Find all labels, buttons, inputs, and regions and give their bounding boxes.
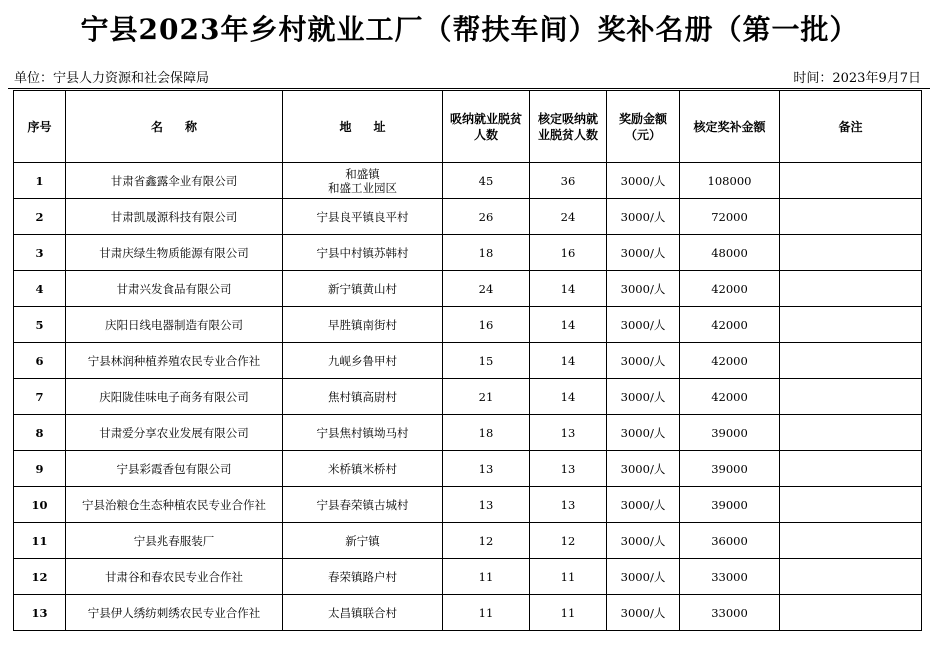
cell-name: 宁县林润种植养殖农民专业合作社 [66, 343, 283, 379]
cell-name: 甘肃庆绿生物质能源有限公司 [66, 235, 283, 271]
cell-reward: 3000/人 [607, 235, 680, 271]
cell-address: 春荣镇路户村 [283, 559, 443, 595]
cell-seq: 12 [14, 559, 66, 595]
cell-address: 和盛镇 和盛工业园区 [283, 163, 443, 199]
table-header-row [14, 91, 922, 163]
cell-remark [780, 271, 922, 307]
cell-reward: 3000/人 [607, 487, 680, 523]
cell-absorbed: 24 [443, 271, 530, 307]
table-row [14, 487, 922, 523]
cell-address: 焦村镇高尉村 [283, 379, 443, 415]
cell-remark [780, 379, 922, 415]
table-row [14, 307, 922, 343]
cell-remark [780, 487, 922, 523]
cell-total: 36000 [680, 523, 780, 559]
cell-name: 甘肃爱分享农业发展有限公司 [66, 415, 283, 451]
table-row [14, 451, 922, 487]
cell-reward: 3000/人 [607, 451, 680, 487]
subsidy-roster-table [13, 90, 922, 631]
cell-remark [780, 451, 922, 487]
cell-name: 甘肃凯晟源科技有限公司 [66, 199, 283, 235]
cell-address: 九岘乡鲁甲村 [283, 343, 443, 379]
cell-address: 宁县焦村镇坳马村 [283, 415, 443, 451]
table-row [14, 595, 922, 631]
table-row [14, 199, 922, 235]
cell-name: 庆阳陇佳味电子商务有限公司 [66, 379, 283, 415]
cell-total: 42000 [680, 379, 780, 415]
cell-address: 新宁镇 [283, 523, 443, 559]
cell-verified: 13 [530, 487, 607, 523]
header-absorbed: 吸纳就业脱贫人数 [443, 91, 530, 163]
cell-seq: 11 [14, 523, 66, 559]
table-row [14, 523, 922, 559]
cell-seq: 9 [14, 451, 66, 487]
cell-total: 42000 [680, 343, 780, 379]
cell-total: 42000 [680, 271, 780, 307]
cell-address: 宁县中村镇苏韩村 [283, 235, 443, 271]
cell-address: 宁县良平镇良平村 [283, 199, 443, 235]
cell-absorbed: 18 [443, 235, 530, 271]
header-seq: 序号 [14, 91, 66, 163]
cell-seq: 1 [14, 163, 66, 199]
header-address-label: 地址 [339, 119, 408, 134]
cell-absorbed: 11 [443, 595, 530, 631]
cell-reward: 3000/人 [607, 199, 680, 235]
header-name-label: 名称 [150, 119, 219, 134]
table-row [14, 559, 922, 595]
header-divider [8, 88, 930, 89]
cell-reward: 3000/人 [607, 271, 680, 307]
cell-verified: 24 [530, 199, 607, 235]
header-address [283, 91, 443, 163]
cell-absorbed: 18 [443, 415, 530, 451]
table-row [14, 271, 922, 307]
cell-seq: 2 [14, 199, 66, 235]
cell-seq: 3 [14, 235, 66, 271]
document-title: 宁县2023年乡村就业工厂（帮扶车间）奖补名册（第一批） [80, 13, 859, 46]
cell-remark [780, 415, 922, 451]
cell-absorbed: 11 [443, 559, 530, 595]
cell-reward: 3000/人 [607, 307, 680, 343]
cell-remark [780, 343, 922, 379]
cell-seq: 10 [14, 487, 66, 523]
cell-seq: 8 [14, 415, 66, 451]
cell-total: 39000 [680, 451, 780, 487]
cell-reward: 3000/人 [607, 523, 680, 559]
cell-address: 早胜镇南街村 [283, 307, 443, 343]
cell-total: 108000 [680, 163, 780, 199]
cell-absorbed: 26 [443, 199, 530, 235]
cell-verified: 14 [530, 271, 607, 307]
table-row [14, 163, 922, 199]
cell-absorbed: 15 [443, 343, 530, 379]
cell-reward: 3000/人 [607, 343, 680, 379]
cell-remark [780, 235, 922, 271]
cell-verified: 12 [530, 523, 607, 559]
cell-seq: 7 [14, 379, 66, 415]
cell-remark [780, 595, 922, 631]
table-body [14, 163, 922, 631]
cell-absorbed: 45 [443, 163, 530, 199]
cell-reward: 3000/人 [607, 379, 680, 415]
header-remark: 备注 [780, 91, 922, 163]
cell-name: 宁县彩霞香包有限公司 [66, 451, 283, 487]
cell-absorbed: 13 [443, 487, 530, 523]
cell-reward: 3000/人 [607, 415, 680, 451]
cell-name: 甘肃兴发食品有限公司 [66, 271, 283, 307]
cell-name: 宁县治粮仓生态种植农民专业合作社 [66, 487, 283, 523]
cell-total: 42000 [680, 307, 780, 343]
issuing-unit: 单位：宁县人力资源和社会保障局 [14, 71, 210, 86]
cell-total: 39000 [680, 487, 780, 523]
cell-reward: 3000/人 [607, 595, 680, 631]
cell-name: 甘肃省鑫露伞业有限公司 [66, 163, 283, 199]
cell-absorbed: 12 [443, 523, 530, 559]
cell-verified: 16 [530, 235, 607, 271]
cell-address: 米桥镇米桥村 [283, 451, 443, 487]
cell-address: 新宁镇黄山村 [283, 271, 443, 307]
cell-total: 39000 [680, 415, 780, 451]
issue-date: 时间：2023年9月7日 [793, 71, 921, 86]
cell-total: 72000 [680, 199, 780, 235]
cell-verified: 14 [530, 343, 607, 379]
table-row [14, 235, 922, 271]
cell-seq: 6 [14, 343, 66, 379]
cell-name: 庆阳日线电器制造有限公司 [66, 307, 283, 343]
cell-verified: 14 [530, 307, 607, 343]
cell-seq: 5 [14, 307, 66, 343]
header-total: 核定奖补金额 [680, 91, 780, 163]
cell-total: 48000 [680, 235, 780, 271]
cell-total: 33000 [680, 559, 780, 595]
table-row [14, 343, 922, 379]
cell-reward: 3000/人 [607, 559, 680, 595]
cell-name: 宁县兆春服装厂 [66, 523, 283, 559]
cell-verified: 11 [530, 559, 607, 595]
cell-address: 宁县春荣镇古城村 [283, 487, 443, 523]
cell-seq: 4 [14, 271, 66, 307]
cell-verified: 11 [530, 595, 607, 631]
cell-remark [780, 199, 922, 235]
cell-verified: 13 [530, 451, 607, 487]
cell-absorbed: 21 [443, 379, 530, 415]
cell-name: 宁县伊人绣纺刺绣农民专业合作社 [66, 595, 283, 631]
header-verified: 核定吸纳就业脱贫人数 [530, 91, 607, 163]
cell-remark [780, 307, 922, 343]
cell-remark [780, 559, 922, 595]
header-reward: 奖励金额（元） [607, 91, 680, 163]
cell-remark [780, 163, 922, 199]
cell-address: 太昌镇联合村 [283, 595, 443, 631]
cell-total: 33000 [680, 595, 780, 631]
header-name [66, 91, 283, 163]
cell-reward: 3000/人 [607, 163, 680, 199]
table-row [14, 415, 922, 451]
cell-remark [780, 523, 922, 559]
cell-seq: 13 [14, 595, 66, 631]
cell-verified: 13 [530, 415, 607, 451]
cell-verified: 36 [530, 163, 607, 199]
cell-verified: 14 [530, 379, 607, 415]
cell-absorbed: 13 [443, 451, 530, 487]
cell-absorbed: 16 [443, 307, 530, 343]
cell-name: 甘肃谷和春农民专业合作社 [66, 559, 283, 595]
table-row [14, 379, 922, 415]
